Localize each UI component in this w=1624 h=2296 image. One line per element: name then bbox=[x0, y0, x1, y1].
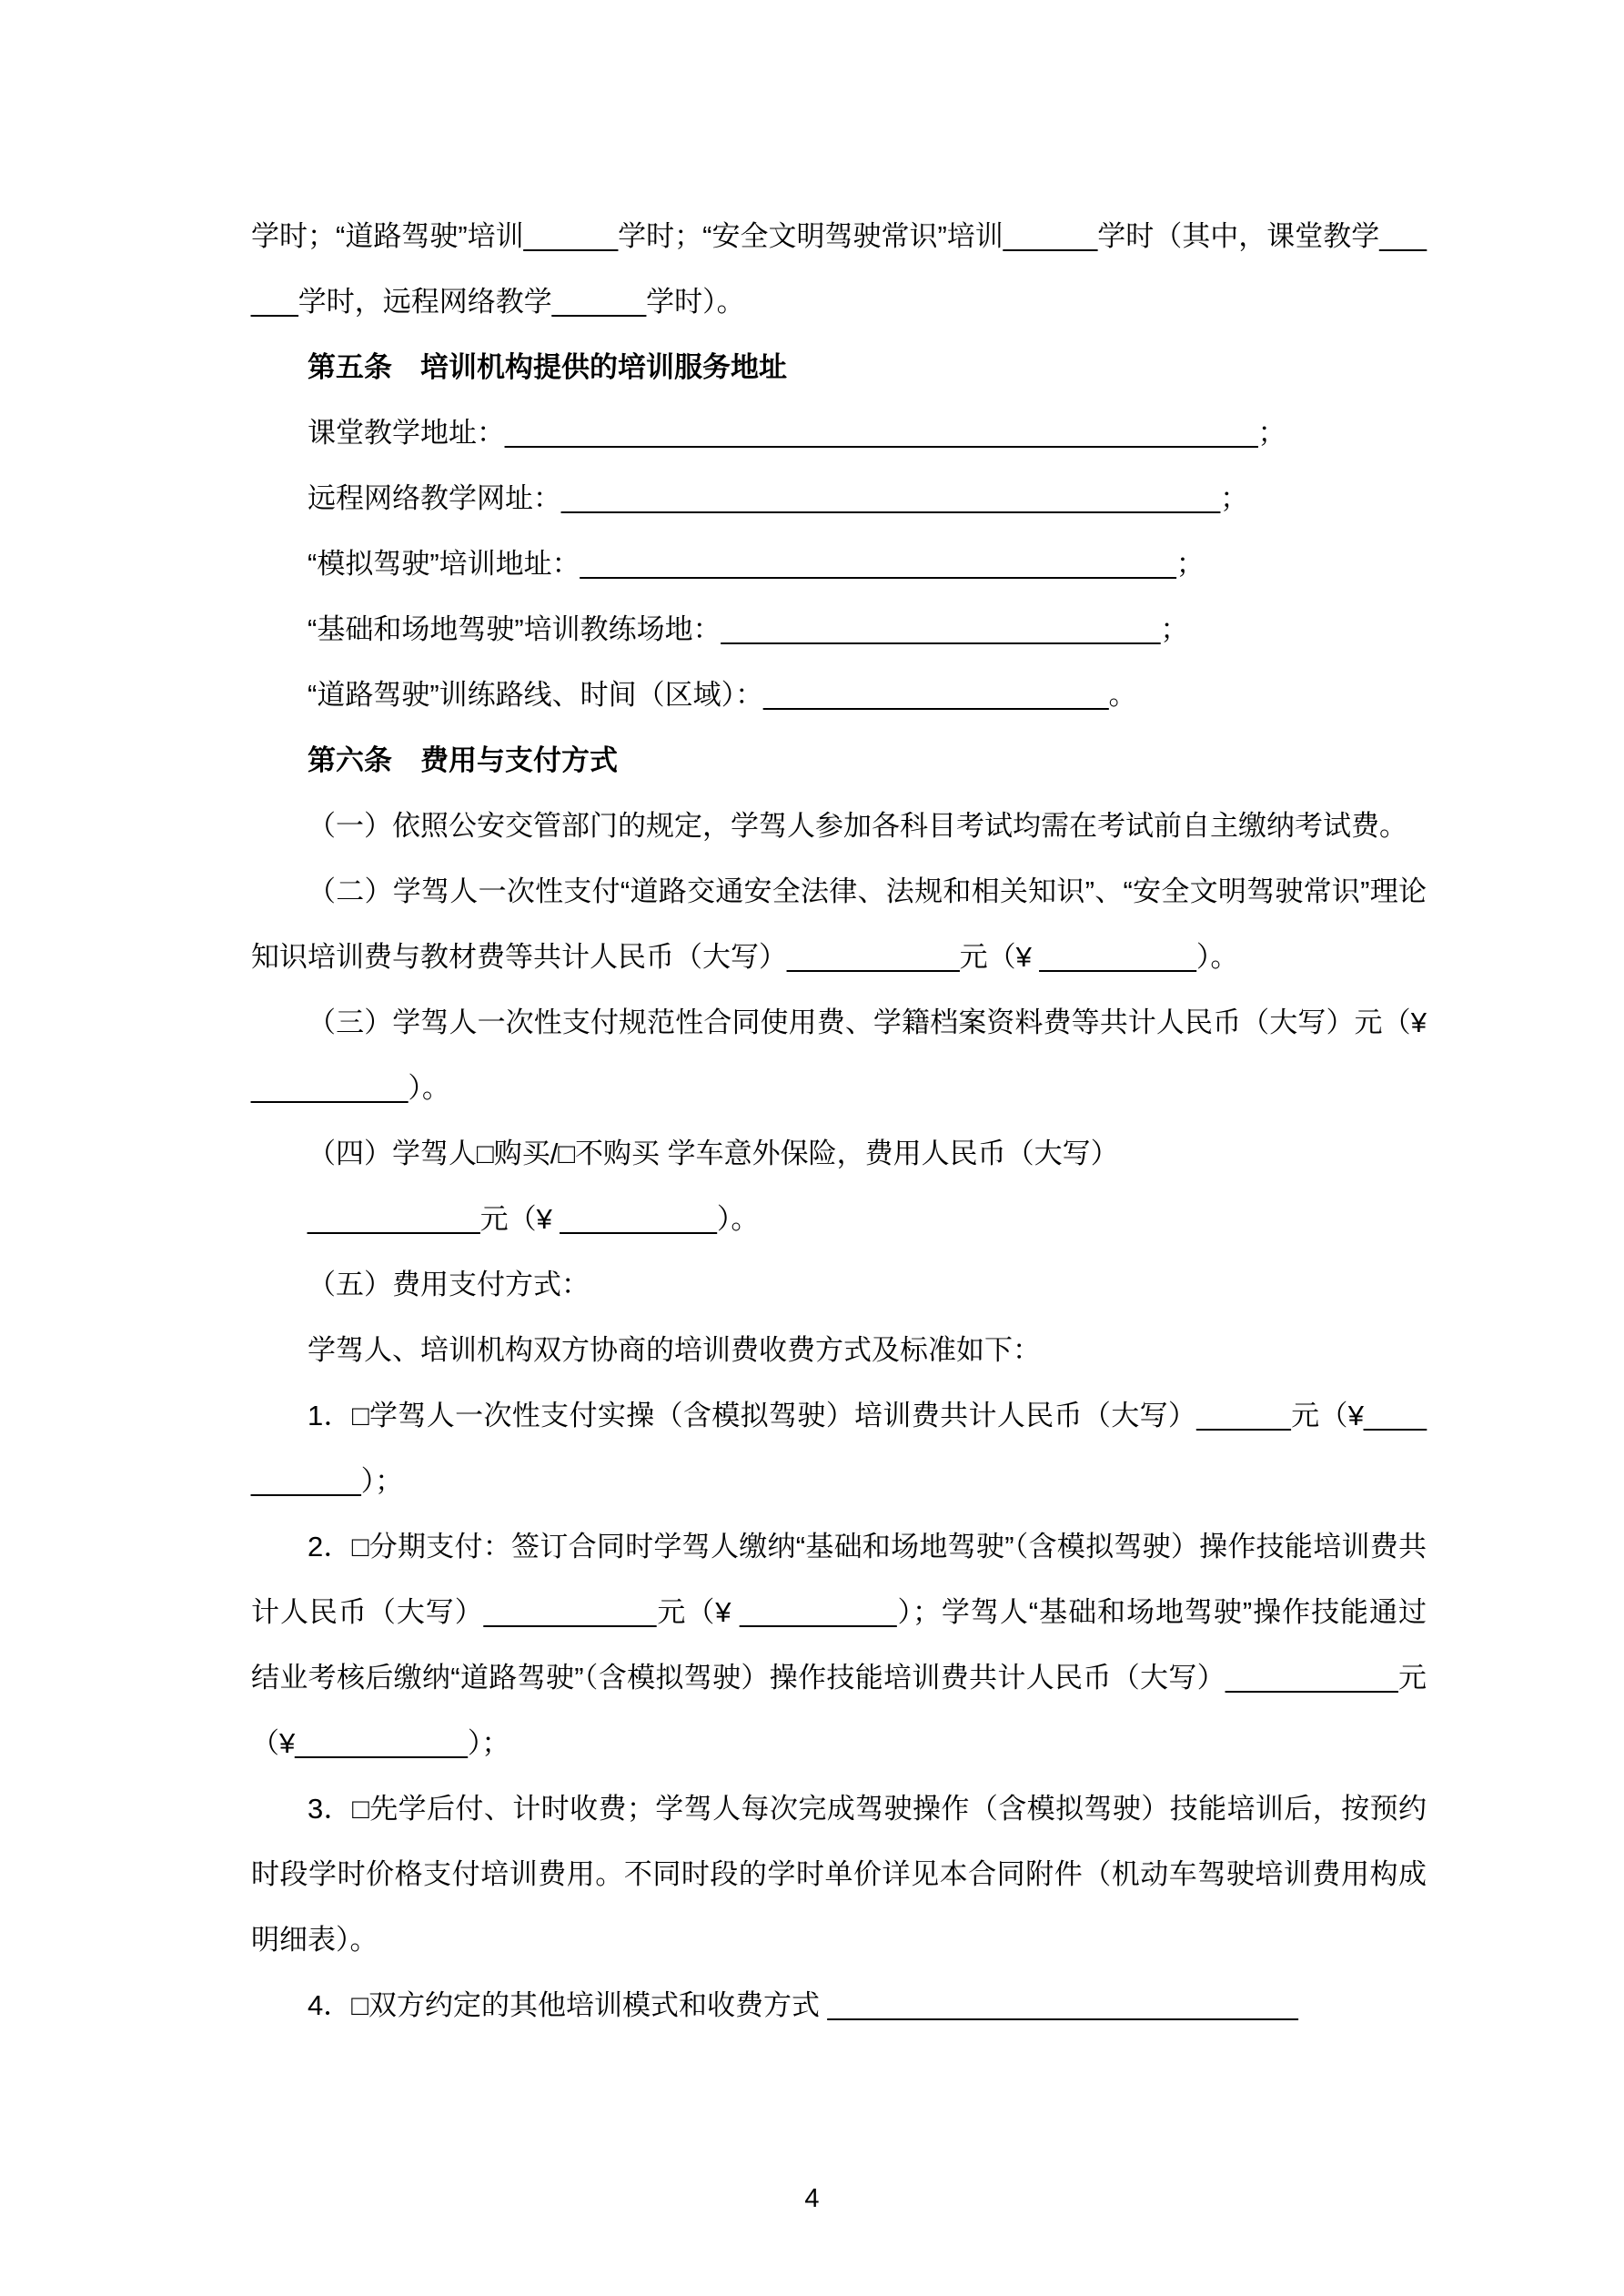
simulated-driving-address-line: “模拟驾驶”培训地址：______________________________________； bbox=[308, 548, 1205, 580]
clause-2-theory-fee: （二）学驾人一次性支付“道路交通安全法律、法规和相关知识”、“安全文明驾驶常识”理论知识培训费与教材费等共计人民币（大写）___________元（¥ __________）。 bbox=[251, 875, 1427, 973]
classroom-teaching-address-line: 课堂教学地址：________________________________________________； bbox=[308, 417, 1286, 449]
clause-5-payment-method: （五）费用支付方式： bbox=[308, 1269, 590, 1300]
article-6-heading: 第六条 费用与支付方式 bbox=[308, 744, 618, 776]
clause-4-insurance-amount: ___________元（¥ __________）。 bbox=[308, 1203, 760, 1235]
clause-4-insurance: （四）学驾人□购买/□不购买 学车意外保险，费用人民币（大写） bbox=[308, 1138, 1119, 1169]
payment-option-4: 4．□双方约定的其他培训模式和收费方式 ______________________________ bbox=[308, 1989, 1298, 2021]
payment-option-2: 2．□分期支付：签订合同时学驾人缴纳“基础和场地驾驶”（含模拟驾驶）操作技能培训费共计人民币（大写）___________元（¥ __________）；学驾人“基础和场地驾驶”操作技能通过结业考核后缴纳“道路驾驶”（含模拟驾驶）操作技能培训费共计人民币（大写）___________元（¥___________）； bbox=[251, 1531, 1427, 1759]
clause-1-exam-fee: （一）依照公安交管部门的规定，学驾人参加各科目考试均需在考试前自主缴纳考试费。 bbox=[308, 810, 1407, 842]
page-number: 4 bbox=[804, 2184, 820, 2213]
contract-page-body bbox=[251, 204, 1427, 2038]
road-driving-route-line: “道路驾驶”训练路线、时间（区域）：______________________。 bbox=[308, 679, 1137, 711]
payment-option-1: 1．□学驾人一次性支付实操（含模拟驾驶）培训费共计人民币（大写）______元（¥___________）； bbox=[251, 1400, 1427, 1497]
remote-learning-url-line: 远程网络教学网址：__________________________________________； bbox=[308, 482, 1249, 514]
article-5-heading: 第五条 培训机构提供的培训服务地址 bbox=[308, 351, 787, 383]
basic-field-driving-ground-line: “基础和场地驾驶”培训教练场地：____________________________； bbox=[308, 613, 1189, 645]
payment-method-intro: 学驾人、培训机构双方协商的培训费收费方式及标准如下： bbox=[308, 1334, 1041, 1366]
hours-continuation-line: 学时；“道路驾驶”培训______学时；“安全文明驾驶常识”培训______学时（其中，课堂教学______学时，远程网络教学______学时）。 bbox=[251, 220, 1427, 318]
clause-3-contract-fee: （三）学驾人一次性支付规范性合同使用费、学籍档案资料费等共计人民币（大写）元（¥ __________）。 bbox=[251, 1006, 1427, 1104]
payment-option-3: 3．□先学后付、计时收费；学驾人每次完成驾驶操作（含模拟驾驶）技能培训后，按预约时段学时价格支付培训费用。不同时段的学时单价详见本合同附件（机动车驾驶培训费用构成明细表）。 bbox=[251, 1793, 1427, 1956]
